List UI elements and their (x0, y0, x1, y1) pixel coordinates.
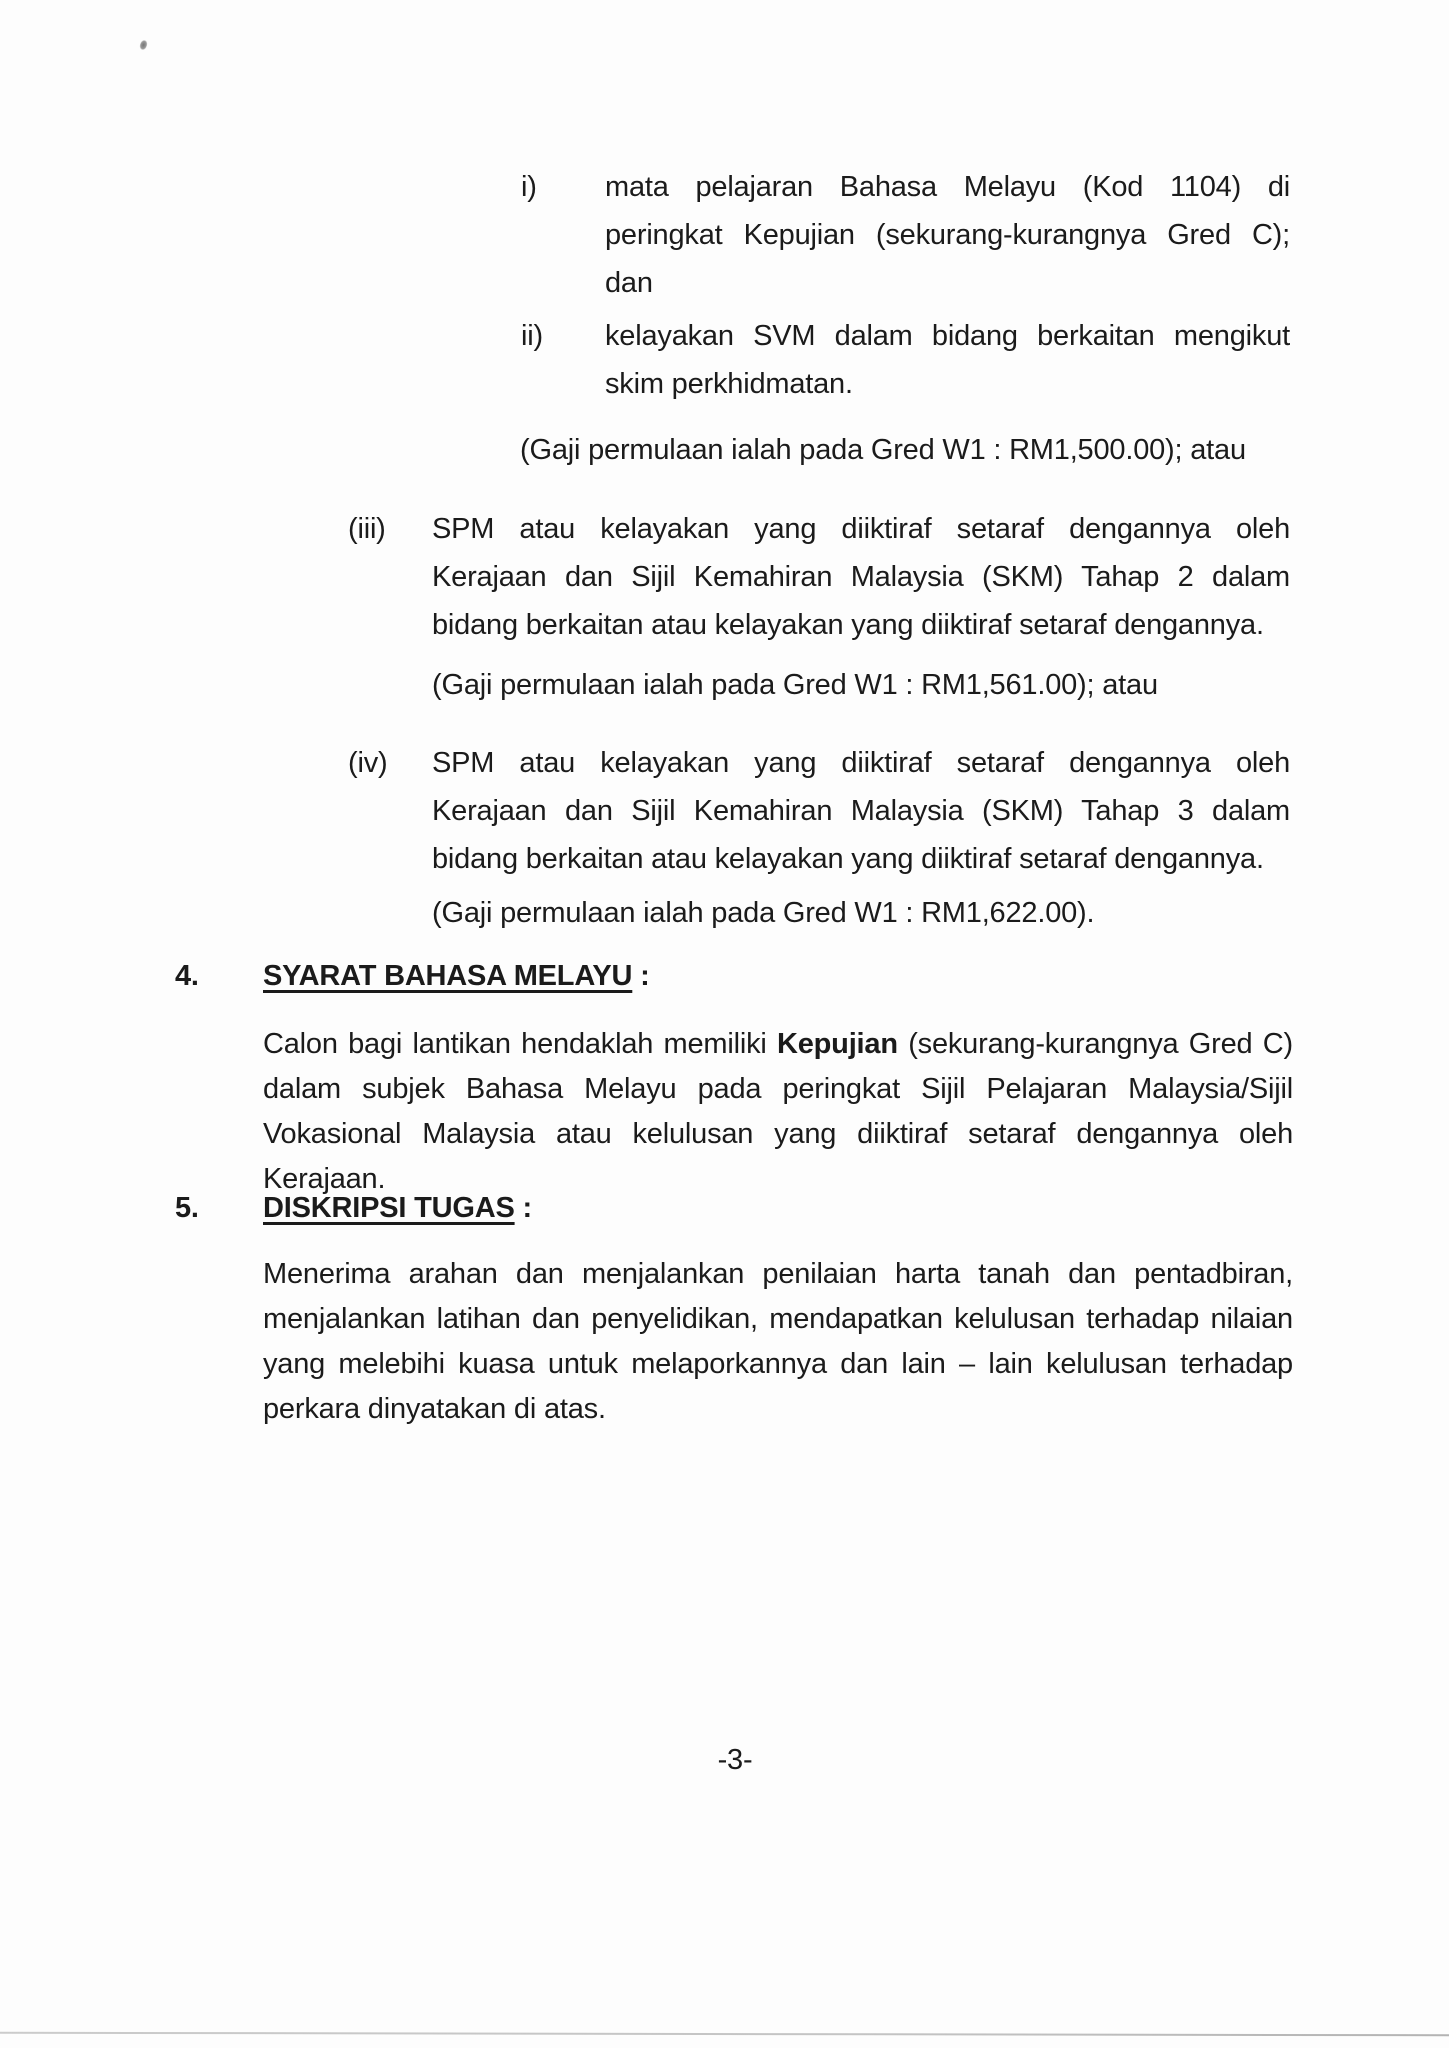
clause-iv-line-2: Kerajaan dan Sijil Kemahiran Malaysia (SKM) Tahap 3 dalam (432, 795, 1290, 827)
clause-iii-label: (iii) (348, 513, 386, 545)
section-5-heading (263, 1185, 532, 1231)
section-5-heading-text: DISKRIPSI TUGAS (263, 1192, 515, 1224)
salary-note-w1-1561: (Gaji permulaan ialah pada Gred W1 : RM1,561.00); atau (432, 669, 1158, 701)
clause-iii-line-2: Kerajaan dan Sijil Kemahiran Malaysia (SKM) Tahap 2 dalam (432, 561, 1290, 593)
clause-i-text (605, 163, 1290, 307)
section-4-heading-text: SYARAT BAHASA MELAYU (263, 960, 633, 992)
clause-iv-text (432, 739, 1290, 883)
clause-ii-line-2: skim perkhidmatan. (605, 368, 853, 400)
section-4-heading-colon: : (632, 960, 650, 992)
clause-i-line-3: dan (605, 267, 653, 299)
section-4-body-line-1-bold: Kepujian (777, 1028, 898, 1060)
clause-ii-line-1: kelayakan SVM dalam bidang berkaitan mengikut (605, 320, 1290, 352)
clause-iii-line-3: bidang berkaitan atau kelayakan yang diiktiraf setaraf dengannya. (432, 609, 1264, 641)
section-4-body-line-1-pre: Calon bagi lantikan hendaklah memiliki (263, 1028, 777, 1060)
section-4-body (263, 1022, 1293, 1202)
section-5-body-line-1: Menerima arahan dan menjalankan penilaian harta tanah dan pentadbiran, (263, 1258, 1293, 1290)
salary-note-w1-1500: (Gaji permulaan ialah pada Gred W1 : RM1,500.00); atau (520, 434, 1246, 466)
clause-iii-line-1: SPM atau kelayakan yang diiktiraf setaraf dengannya oleh (432, 513, 1290, 545)
section-4-number: 4. (175, 960, 199, 992)
clause-iii-text (432, 505, 1290, 649)
section-5-body-line-4: perkara dinyatakan di atas. (263, 1393, 606, 1425)
section-4-body-line-2: dalam subjek Bahasa Melayu pada peringkat Sijil Pelajaran Malaysia/Sijil (263, 1073, 1293, 1105)
scan-artifact-line (0, 2032, 1449, 2037)
section-4-body-line-3: Vokasional Malaysia atau kelulusan yang diiktiraf setaraf dengannya oleh (263, 1118, 1293, 1150)
section-5-body (263, 1252, 1293, 1432)
salary-note-w1-1622: (Gaji permulaan ialah pada Gred W1 : RM1,622.00). (432, 897, 1095, 929)
clause-i-label: i) (521, 171, 537, 203)
section-5-body-line-3: yang melebihi kuasa untuk melaporkannya dan lain – lain kelulusan terhadap (263, 1348, 1293, 1380)
section-5-number: 5. (175, 1192, 199, 1224)
scan-speck (139, 39, 149, 51)
clause-i-line-1: mata pelajaran Bahasa Melayu (Kod 1104) di (605, 171, 1290, 203)
section-5-heading-colon: : (514, 1192, 532, 1224)
clause-ii-label: ii) (521, 320, 543, 352)
clause-iv-label: (iv) (348, 747, 388, 779)
clause-i-line-2: peringkat Kepujian (sekurang-kurangnya Gred C); (605, 219, 1290, 251)
clause-iv-line-3: bidang berkaitan atau kelayakan yang diiktiraf setaraf dengannya. (432, 843, 1264, 875)
section-4-body-line-1 (263, 1022, 1293, 1067)
section-4-body-line-4: Kerajaan. (263, 1163, 386, 1195)
section-4-body-line-1-post: (sekurang-kurangnya Gred C) (897, 1028, 1293, 1060)
section-4-heading (263, 953, 650, 999)
clause-iv-line-1: SPM atau kelayakan yang diiktiraf setaraf dengannya oleh (432, 747, 1290, 779)
section-5-body-line-2: menjalankan latihan dan penyelidikan, mendapatkan kelulusan terhadap nilaian (263, 1303, 1293, 1335)
page-number: -3- (717, 1744, 753, 1776)
clause-ii-text (605, 312, 1290, 408)
